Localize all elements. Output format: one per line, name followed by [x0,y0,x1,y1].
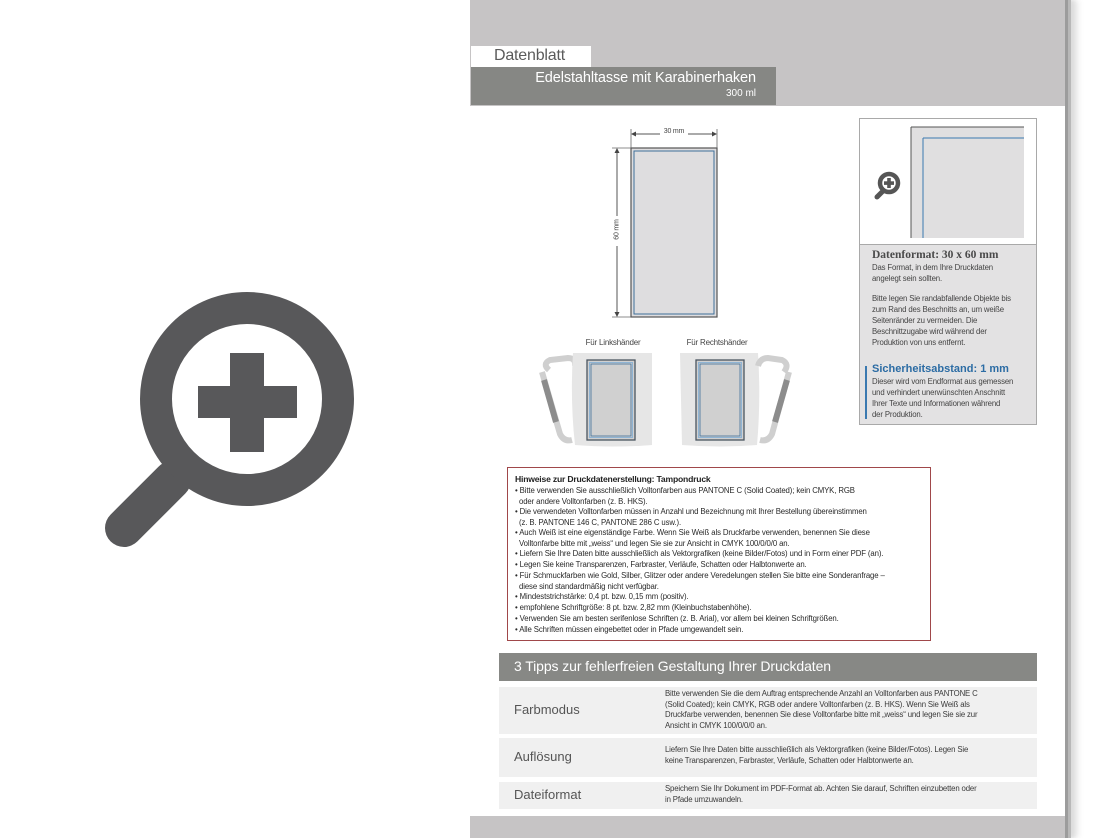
note-line: • Alle Schriften müssen eingebettet oder in Pfade umgewandelt sein. [515,625,744,634]
note-line: Volltonfarbe bitte mit „weiss“ und legen Sie sie zur Ansicht in CMYK 100/0/0/0 an. [519,538,790,548]
print-notes-title: Hinweise zur Druckdatenerstellung: Tampondruck [515,474,711,484]
note-line: • Legen Sie keine Transparenzen, Farbraster, Verläufe, Schatten oder Halbtonwerte an. [515,560,807,569]
tip-row-file-format [499,782,1037,809]
note-line: diese sind standardmäßig nicht verfügbar. [519,581,659,591]
safety-text: und verhindert unerwünschten Anschnitt [872,388,1005,397]
note-line: • Auch Weiß ist eine eigenständige Farbe. Wenn Sie Weiß als Druckfarbe verwenden, benennen Sie diese [515,528,870,537]
datasheet-label: Datenblatt [494,47,565,64]
safety-text: Ihrer Texte und Informationen während [872,399,1001,408]
note-line: • Die verwendeten Volltonfarben müssen in Anzahl und Bezeichnung mit Ihrer Bestellung übereinstimmen [515,507,867,516]
tip-label: Farbmodus [514,702,580,717]
zoom-in-icon [95,285,365,555]
tips-title: 3 Tipps zur fehlerfreien Gestaltung Ihrer Druckdaten [514,658,831,674]
print-area-dimension-drawing [600,120,740,330]
bleed-text: Bitte legen Sie randabfallende Objekte bis [872,294,1011,303]
height-dimension-label: 60 mm [613,219,621,240]
note-line: (z. B. PANTONE 146 C, PANTONE 286 C usw.). [519,517,682,527]
tip-label: Dateiformat [514,787,582,802]
note-line: • Mindeststrichstärke: 0,4 pt. bzw. 0,15 mm (positiv). [515,592,689,601]
tip-text: Druckfarbe verwenden, benennen Sie diese Volltonfarbe bitte mit „weiss“ und legen Sie sie zur [665,710,978,720]
product-volume: 300 ml [725,88,756,99]
tip-text: Ansicht in CMYK 100/0/0/0 an. [665,720,767,730]
note-line: • empfohlene Schriftgröße: 8 pt. bzw. 2,82 mm (Kleinbuchstabenhöhe). [515,603,752,612]
left-handed-mug-image [542,353,652,447]
product-title-bar [471,67,776,105]
right-handed-mug-image [680,353,789,447]
safety-accent-bar [865,366,867,419]
tips-header [499,653,1037,681]
zoom-in-button[interactable] [95,285,365,555]
format-text: angelegt sein sollten. [872,274,942,283]
format-text: Das Format, in dem Ihre Druckdaten [872,263,993,272]
safety-text: Dieser wird vom Endformat aus gemessen [872,377,1014,386]
datasheet-tab [471,46,591,67]
note-line: • Bitte verwenden Sie ausschließlich Volltonfarben aus PANTONE C (Solid Coated); kein CMYK, RGB [515,486,855,495]
safety-margin-title: Sicherheitsabstand: 1 mm [872,363,1009,375]
bleed-preview [860,119,1036,245]
print-notes-box [507,467,931,641]
mug-illustrations [530,350,800,450]
note-line: • Verwenden Sie am besten serifenlose Schriften (z. B. Arial), vor allem bei kleinen Schriftgrößen. [515,614,839,623]
tip-row-resolution [499,738,1037,777]
safety-text: der Produktion. [872,410,923,419]
tip-text: Liefern Sie Ihre Daten bitte ausschließlich als Vektorgrafiken (keine Bilder/Fotos). Legen Sie [665,745,969,754]
bleed-text: zum Rand des Beschnitts an, um weiße [872,305,1004,314]
tip-text: keine Transparenzen, Farbraster, Verläufe, Schatten oder Halbtonwerte an. [665,755,914,765]
tip-text: in Pfade umzuwandeln. [665,794,743,804]
tip-label: Auflösung [514,749,572,764]
bleed-text: Seitenränder zu vermeiden. Die [872,316,978,325]
bleed-text: Beschnittzugabe wird während der [872,327,987,336]
left-handed-label: Für Linkshänder [585,338,641,347]
right-handed-label: Für Rechtshänder [686,338,748,347]
data-format-info-box [859,118,1037,425]
datasheet-page [470,0,1065,838]
preview-zoom-button[interactable] [872,169,906,203]
info-text-area [860,245,1036,424]
footer-band [470,816,1065,838]
tip-text: (Solid Coated); kein CMYK, RGB oder andere Volltonfarben (z. B. HKS). Wenn Sie Weiß als [665,699,970,709]
bleed-text: Produktion von uns entfernt. [872,338,966,347]
note-line: • Liefern Sie Ihre Daten bitte ausschließlich als Vektorgrafiken (keine Bilder/Fotos) und in Form einer PDF (an). [515,549,884,558]
width-dimension-label: 30 mm [663,128,685,135]
tip-text: Bitte verwenden Sie die dem Auftrag entsprechende Anzahl an Volltonfarben aus PANTONE C [665,689,978,698]
zoom-in-icon [872,169,906,203]
tip-row-color-mode [499,687,1037,734]
note-line: • Für Schmuckfarben wie Gold, Silber, Glitzer oder andere Veredelungen stellen Sie bitte eine Sonderanfrage – [515,571,885,580]
data-format-title: Datenformat: 30 x 60 mm [872,249,999,261]
tip-text: Speichern Sie Ihr Dokument im PDF-Format ab. Achten Sie darauf, Schriften einzubetten oder [665,784,977,793]
product-title: Edelstahltasse mit Karabinerhaken [535,70,756,86]
note-line: oder andere Volltonfarben (z. B. HKS). [519,496,648,506]
